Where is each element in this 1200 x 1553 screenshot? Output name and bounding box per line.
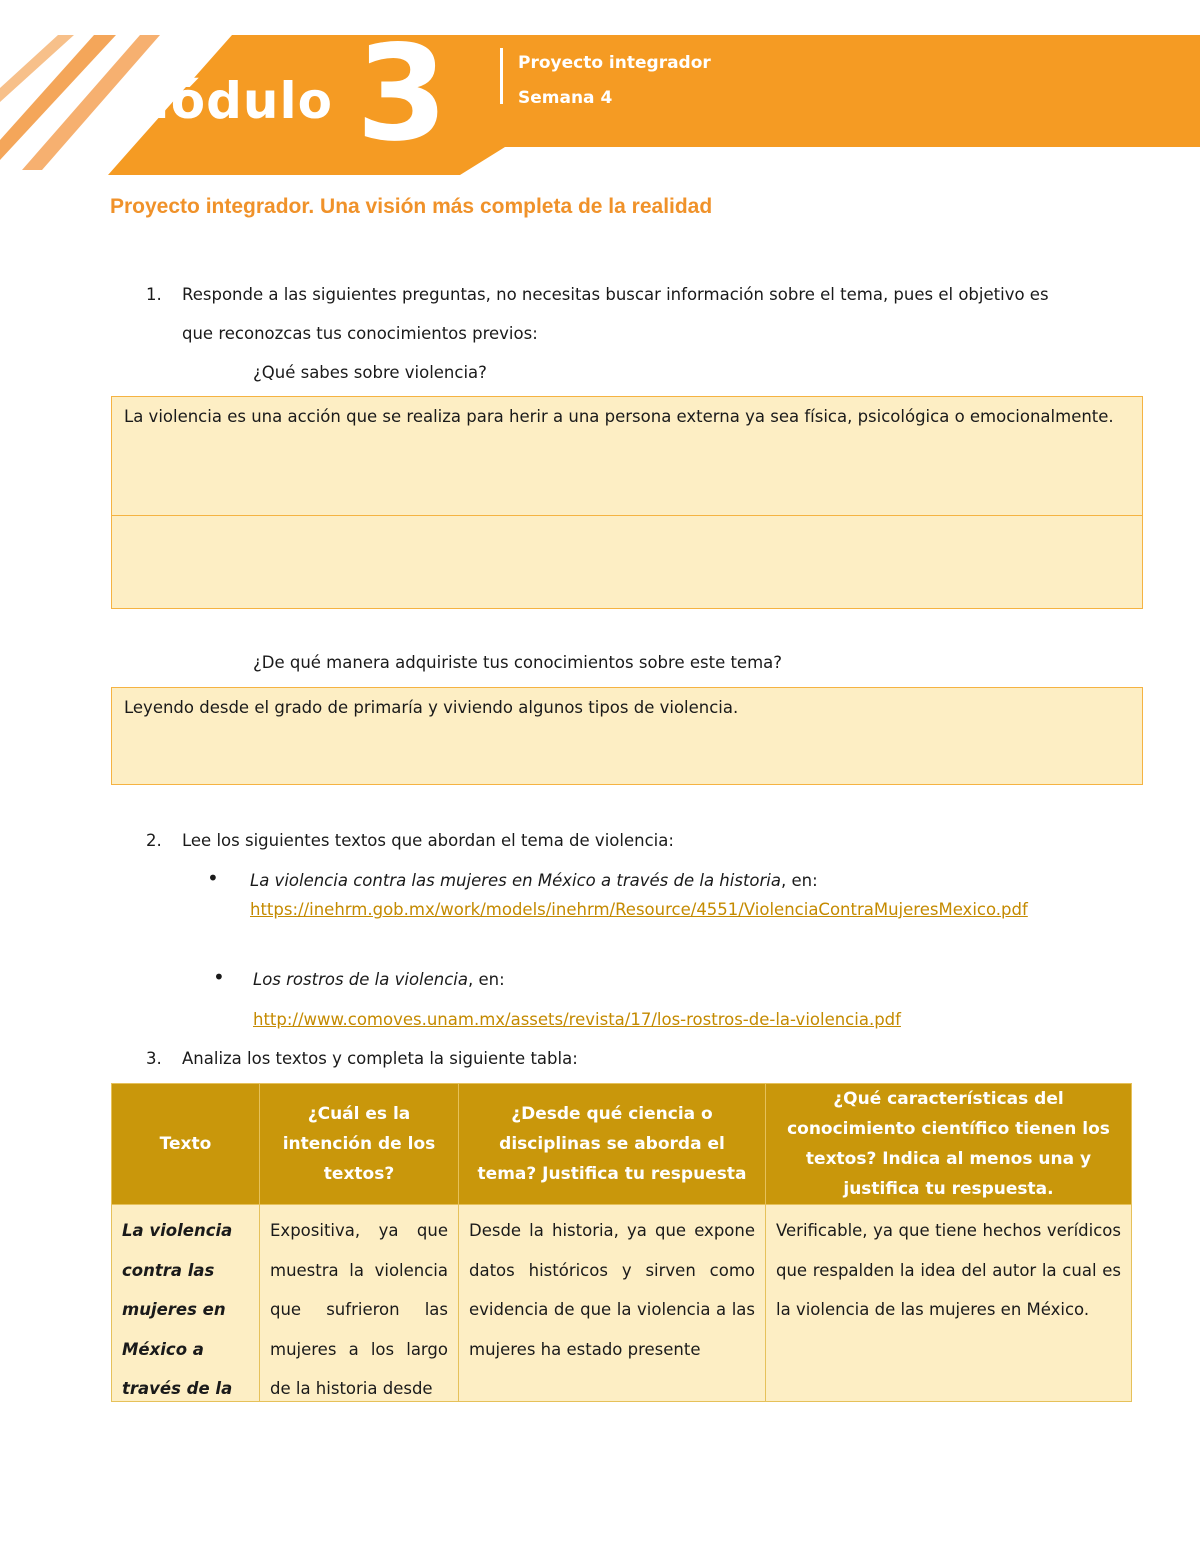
cell-text: Desde la historia, ya que expone datos históricos y sirven como evidencia de que la violencia a las mujeres ha estado presente	[469, 1221, 755, 1359]
reading-item-2-link[interactable]: http://www.comoves.unam.mx/assets/revista/17/los-rostros-de-la-violencia.pdf	[253, 1010, 901, 1029]
header-divider	[500, 48, 503, 104]
answer-box-a-extra[interactable]	[111, 515, 1143, 609]
header-cell-intencion: ¿Cuál es la intención de los textos?	[260, 1084, 459, 1205]
reading-item-1	[250, 871, 818, 890]
answer-b-text: Leyendo desde el grado de primaría y viviendo algunos tipos de violencia.	[124, 698, 739, 717]
header-cell-ciencia: ¿Desde qué ciencia o disciplinas se aborda el tema? Justifica tu respuesta	[459, 1084, 766, 1205]
analysis-table	[111, 1083, 1132, 1402]
table-header-row	[112, 1084, 1132, 1205]
q1-instruction-line1: Responde a las siguientes preguntas, no necesitas buscar información sobre el tema, pues el objetivo es	[182, 285, 1049, 304]
q1-question-b: ¿De qué manera adquiriste tus conocimientos sobre este tema?	[253, 653, 783, 672]
module-number: 3	[356, 17, 448, 171]
reading-item-1-link[interactable]: https://inehrm.gob.mx/work/models/inehrm/Resource/4551/ViolenciaContraMujeresMexico.pdf	[250, 900, 1028, 919]
header-cell-texto: Texto	[112, 1084, 260, 1205]
module-word: Módulo	[120, 72, 333, 130]
q3-instruction: Analiza los textos y completa la siguiente tabla:	[182, 1049, 578, 1068]
header-project-label: Proyecto integrador	[518, 53, 711, 73]
table-cell-texto[interactable]	[112, 1205, 260, 1402]
reading-item-2-title: Los rostros de la violencia	[253, 970, 469, 989]
reading-item-1-suffix: , en:	[780, 871, 818, 890]
cell-text: Verificable, ya que tiene hechos verídicos que respalden la idea del autor la cual es la violencia de las mujeres en México.	[776, 1221, 1121, 1319]
q1-number: 1.	[146, 285, 162, 304]
reading-item-2	[253, 970, 505, 989]
reading-item-2-suffix: , en:	[468, 970, 505, 989]
bullet-icon: •	[213, 965, 225, 989]
header-cell-caracteristicas: ¿Qué características del conocimiento científico tienen los textos? Indica al menos una y justifica tu respuesta.	[766, 1084, 1132, 1205]
cell-text: La violencia contra las mujeres en México a través de la	[122, 1221, 233, 1398]
answer-box-a[interactable]	[111, 396, 1143, 516]
q2-instruction: Lee los siguientes textos que abordan el tema de violencia:	[182, 831, 674, 850]
q1-instruction-line2: que reconozcas tus conocimientos previos:	[182, 324, 538, 343]
q1-question-a: ¿Qué sabes sobre violencia?	[253, 363, 487, 382]
q2-number: 2.	[146, 831, 162, 850]
q3-number: 3.	[146, 1049, 162, 1068]
module-banner	[0, 0, 1200, 175]
table-row	[112, 1205, 1132, 1402]
bullet-icon: •	[207, 866, 219, 890]
reading-item-1-title: La violencia contra las mujeres en México a través de la historia	[250, 871, 781, 890]
table-cell-ciencia[interactable]	[459, 1205, 766, 1402]
answer-a-text: La violencia es una acción que se realiza para herir a una persona externa ya sea física, psicológica o emocionalmente.	[124, 407, 1114, 426]
cell-text: Expositiva, ya que muestra la violencia que sufrieron las mujeres a los largo de la historia desde	[270, 1221, 448, 1398]
page-title: Proyecto integrador. Una visión más completa de la realidad	[110, 195, 713, 218]
answer-box-b[interactable]	[111, 687, 1143, 785]
header-week-label: Semana 4	[518, 88, 613, 108]
table-cell-caracteristicas[interactable]	[766, 1205, 1132, 1402]
table-cell-intencion[interactable]	[260, 1205, 459, 1402]
